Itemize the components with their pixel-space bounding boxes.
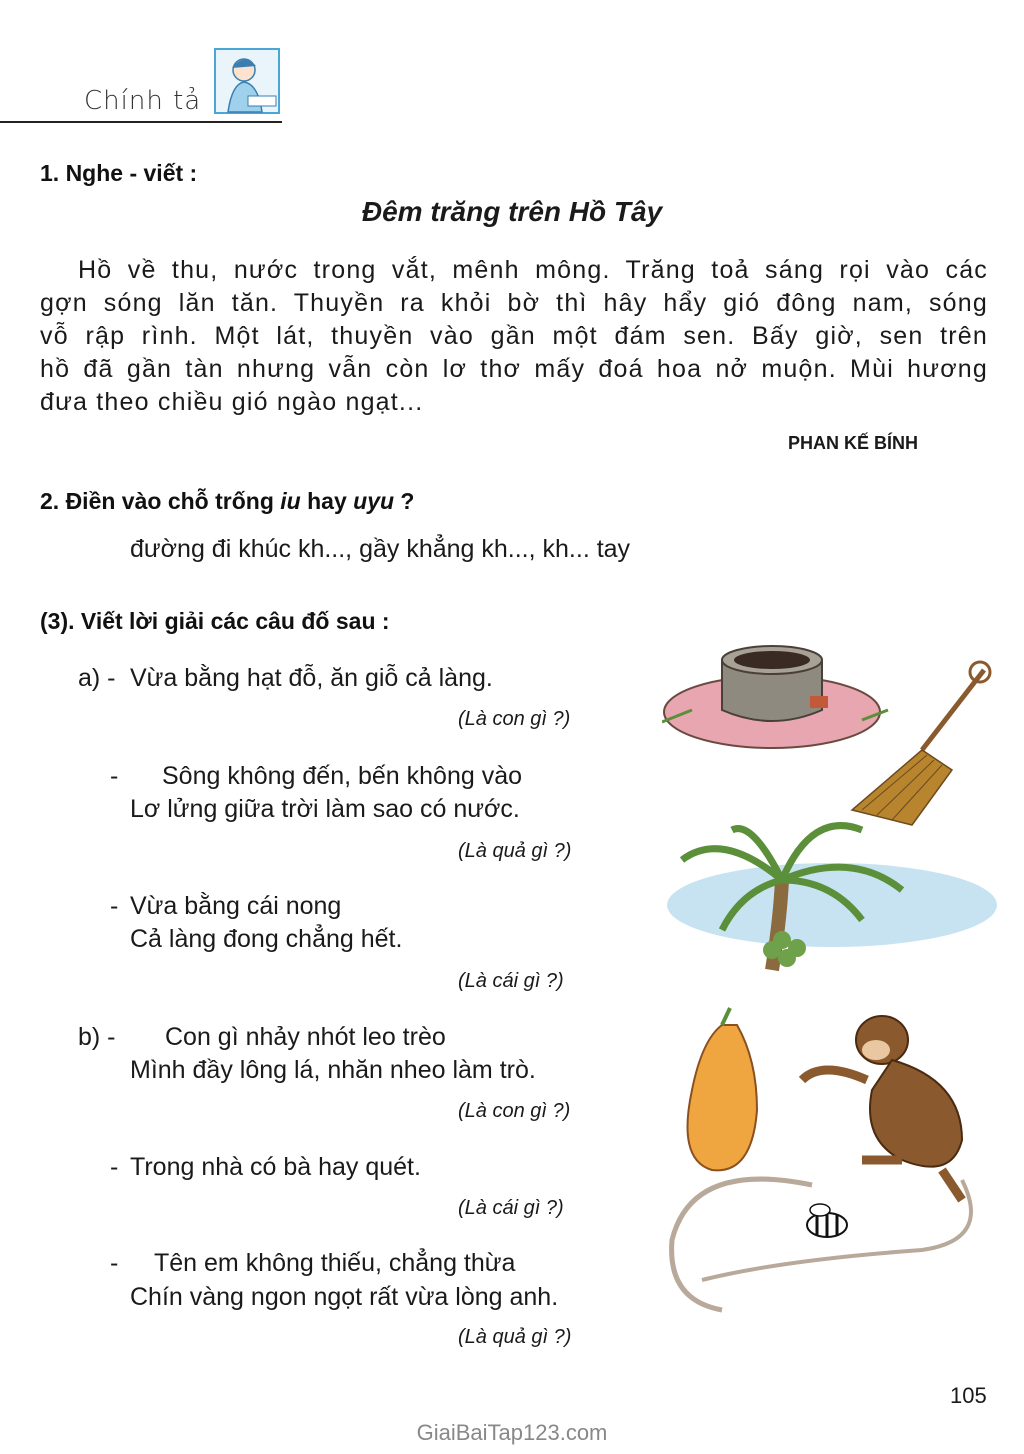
broom-illustration — [852, 662, 990, 825]
section2-heading-post: ? — [394, 488, 415, 514]
riddle-hint: (Là cái gì ?) — [458, 970, 564, 992]
paragraph-line: gợn sóng lăn tăn. Thuyền ra khỏi bờ thì hây hẩy gió đông nam, sóng — [40, 289, 988, 317]
riddle-dash: - — [110, 1153, 119, 1181]
paragraph-line: vỗ rập rình. Một lát, thuyền vào gần một đám sen. Bấy giờ, sen trên — [40, 322, 988, 350]
riddle-line: Sông không đến, bến không vào — [162, 762, 523, 790]
riddle-hint: (Là quả gì ?) — [458, 1326, 572, 1348]
section2-heading-mid: hay — [300, 488, 354, 514]
riddle-hint: (Là con gì ?) — [458, 1100, 571, 1122]
riddle-illustrations — [662, 640, 1002, 1320]
section2-iu: iu — [280, 488, 301, 514]
riddle-b-prefix: b) - — [78, 1023, 116, 1051]
site-footer: GiaiBaiTap123.com — [416, 1420, 608, 1445]
paragraph-line: đưa theo chiều gió ngào ngạt... — [40, 388, 424, 416]
riddle-hint: (Là cái gì ?) — [458, 1197, 564, 1219]
riddle-dash: - — [110, 892, 119, 920]
bee-illustration — [807, 1204, 847, 1237]
coconut-tree-illustration — [667, 826, 997, 970]
riddle-line: Cả làng đong chẳng hết. — [130, 925, 403, 953]
riddle-line: Con gì nhảy nhót leo trèo — [165, 1023, 446, 1051]
riddle-a-prefix: a) - — [78, 664, 116, 692]
riddle-dash: - — [110, 762, 119, 790]
header-rule — [0, 121, 282, 123]
section2-heading-text: 2. Điền vào chỗ trống — [40, 488, 281, 514]
section3-heading: (3). Viết lời giải các câu đố sau : — [40, 608, 390, 634]
riddle-line: Chín vàng ngon ngọt rất vừa lòng anh. — [130, 1283, 559, 1311]
riddle-line: Trong nhà có bà hay quét. — [130, 1153, 421, 1181]
hat-illustration — [662, 646, 888, 748]
student-writing-icon — [214, 48, 280, 114]
riddle-line: Mình đầy lông lá, nhăn nheo làm trò. — [130, 1056, 536, 1084]
riddle-hint: (Là con gì ?) — [458, 708, 571, 730]
dictation-paragraph — [40, 254, 988, 419]
riddle-dash: - — [110, 1249, 119, 1277]
author-name: PHAN KẾ BÍNH — [788, 433, 919, 453]
section-label: Chính tả — [84, 86, 202, 116]
papaya-illustration — [688, 1008, 758, 1170]
riddle-line: Tên em không thiếu, chẳng thừa — [154, 1249, 516, 1277]
page-number: 105 — [950, 1383, 987, 1408]
section1-heading: 1. Nghe - viết : — [40, 160, 198, 186]
paragraph-line: Hồ về thu, nước trong vắt, mênh mông. Trăng toả sáng rọi vào các — [78, 256, 988, 284]
section2-heading — [40, 488, 414, 515]
riddle-line: Vừa bằng hạt đỗ, ăn giỗ cả làng. — [130, 664, 493, 692]
riddle-hint: (Là quả gì ?) — [458, 840, 572, 862]
section2-uyu: uyu — [353, 488, 395, 514]
fill-in-exercise: đường đi khúc kh..., gầy khẳng kh..., kh... tay — [130, 535, 631, 563]
paragraph-line: hồ đã gần tàn nhưng vẫn còn lơ thơ mấy đoá hoa nở muộn. Mùi hương — [40, 355, 988, 383]
riddle-line: Vừa bằng cái nong — [130, 892, 342, 920]
riddle-line: Lơ lửng giữa trời làm sao có nước. — [130, 795, 520, 823]
poem-title: Đêm trăng trên Hồ Tây — [361, 196, 663, 227]
